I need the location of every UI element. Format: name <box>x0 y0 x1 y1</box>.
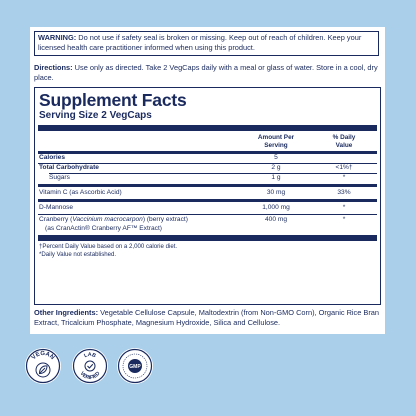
row-name-d-mannose: D-Mannose <box>39 204 74 211</box>
vegan-badge-label: VEGAN <box>30 350 56 362</box>
row-amount-d-mannose: 1,000 mg <box>262 204 290 211</box>
facts-title: Supplement Facts <box>39 90 187 110</box>
row-dv-d-mannose: * <box>342 204 346 211</box>
dv-header: % Daily Value <box>332 134 356 149</box>
row-name-vitamin-c: Vitamin C (as Ascorbic Acid) <box>39 189 122 196</box>
row-name-carbohydrate: Total Carbohydrate <box>39 164 99 171</box>
row-name-sugars: Sugars <box>49 174 70 181</box>
supplement-label-panel <box>30 27 385 334</box>
row-amount-sugars: 1 g <box>271 174 281 181</box>
lab-verified-badge <box>72 348 108 384</box>
amount-header: Amount Per Serving <box>257 134 295 149</box>
thick-divider <box>38 125 377 131</box>
row-name-calories: Calories <box>39 154 66 161</box>
row-dv-vitamin-c: 33% <box>337 189 351 196</box>
row-amount-carbohydrate: 2 g <box>271 164 281 171</box>
header-divider <box>38 151 377 154</box>
other-ingredients-text: Vegetable Cellulose Capsule, Maltodextrin (from Non-GMO Corn), Organic Rice Bran Extract, Tricalcium Phosphate, Magnesium Hydroxide, Silica and Cellulose. <box>34 308 380 327</box>
directions-body: Use only as directed. Take 2 VegCaps daily with a meal or glass of water. Store in a cool, dry place. <box>34 63 378 82</box>
row-dv-sugars: * <box>342 174 346 181</box>
other-ingredients-label: Other Ingredients: <box>34 308 99 317</box>
row-dv-carbohydrate: <1%† <box>335 164 353 171</box>
vegan-badge <box>25 348 61 384</box>
section-divider <box>38 184 377 187</box>
thick-divider <box>38 235 377 241</box>
directions-text <box>34 63 381 82</box>
row-name-cranberry-source: (as CranActin® Cranberry AF™ Extract) <box>45 225 162 232</box>
row-amount-cranberry: 400 mg <box>265 216 287 223</box>
warning-label: WARNING: <box>38 33 77 42</box>
gmp-badge <box>117 348 153 384</box>
directions-label: Directions: <box>34 63 73 72</box>
footnote-not-established: *Daily Value not established. <box>39 251 117 258</box>
supplement-facts-box <box>34 87 381 305</box>
warning-box <box>34 31 379 56</box>
lab-badge-label-top: LAB <box>83 351 97 360</box>
other-ingredients <box>34 308 383 327</box>
section-divider <box>38 199 377 202</box>
serving-size: Serving Size 2 VegCaps <box>39 110 152 121</box>
lab-badge-label-bottom: VERIFIED <box>78 370 102 382</box>
gmp-badge-label: GMP <box>129 364 141 370</box>
row-amount-vitamin-c: 30 mg <box>266 189 286 196</box>
row-dv-cranberry: * <box>342 216 346 223</box>
row-amount-calories: 5 <box>274 154 278 161</box>
warning-text: Do not use if safety seal is broken or missing. Keep out of reach of children. Keep your licensed health care practitioner informed when using this product. <box>38 33 362 52</box>
row-name-cranberry: Cranberry (Vaccinium macrocarpon) (berry extract) <box>39 216 188 223</box>
footnote-percent-dv: †Percent Daily Value based on a 2,000 calorie diet. <box>39 243 178 250</box>
row-divider <box>38 214 377 215</box>
